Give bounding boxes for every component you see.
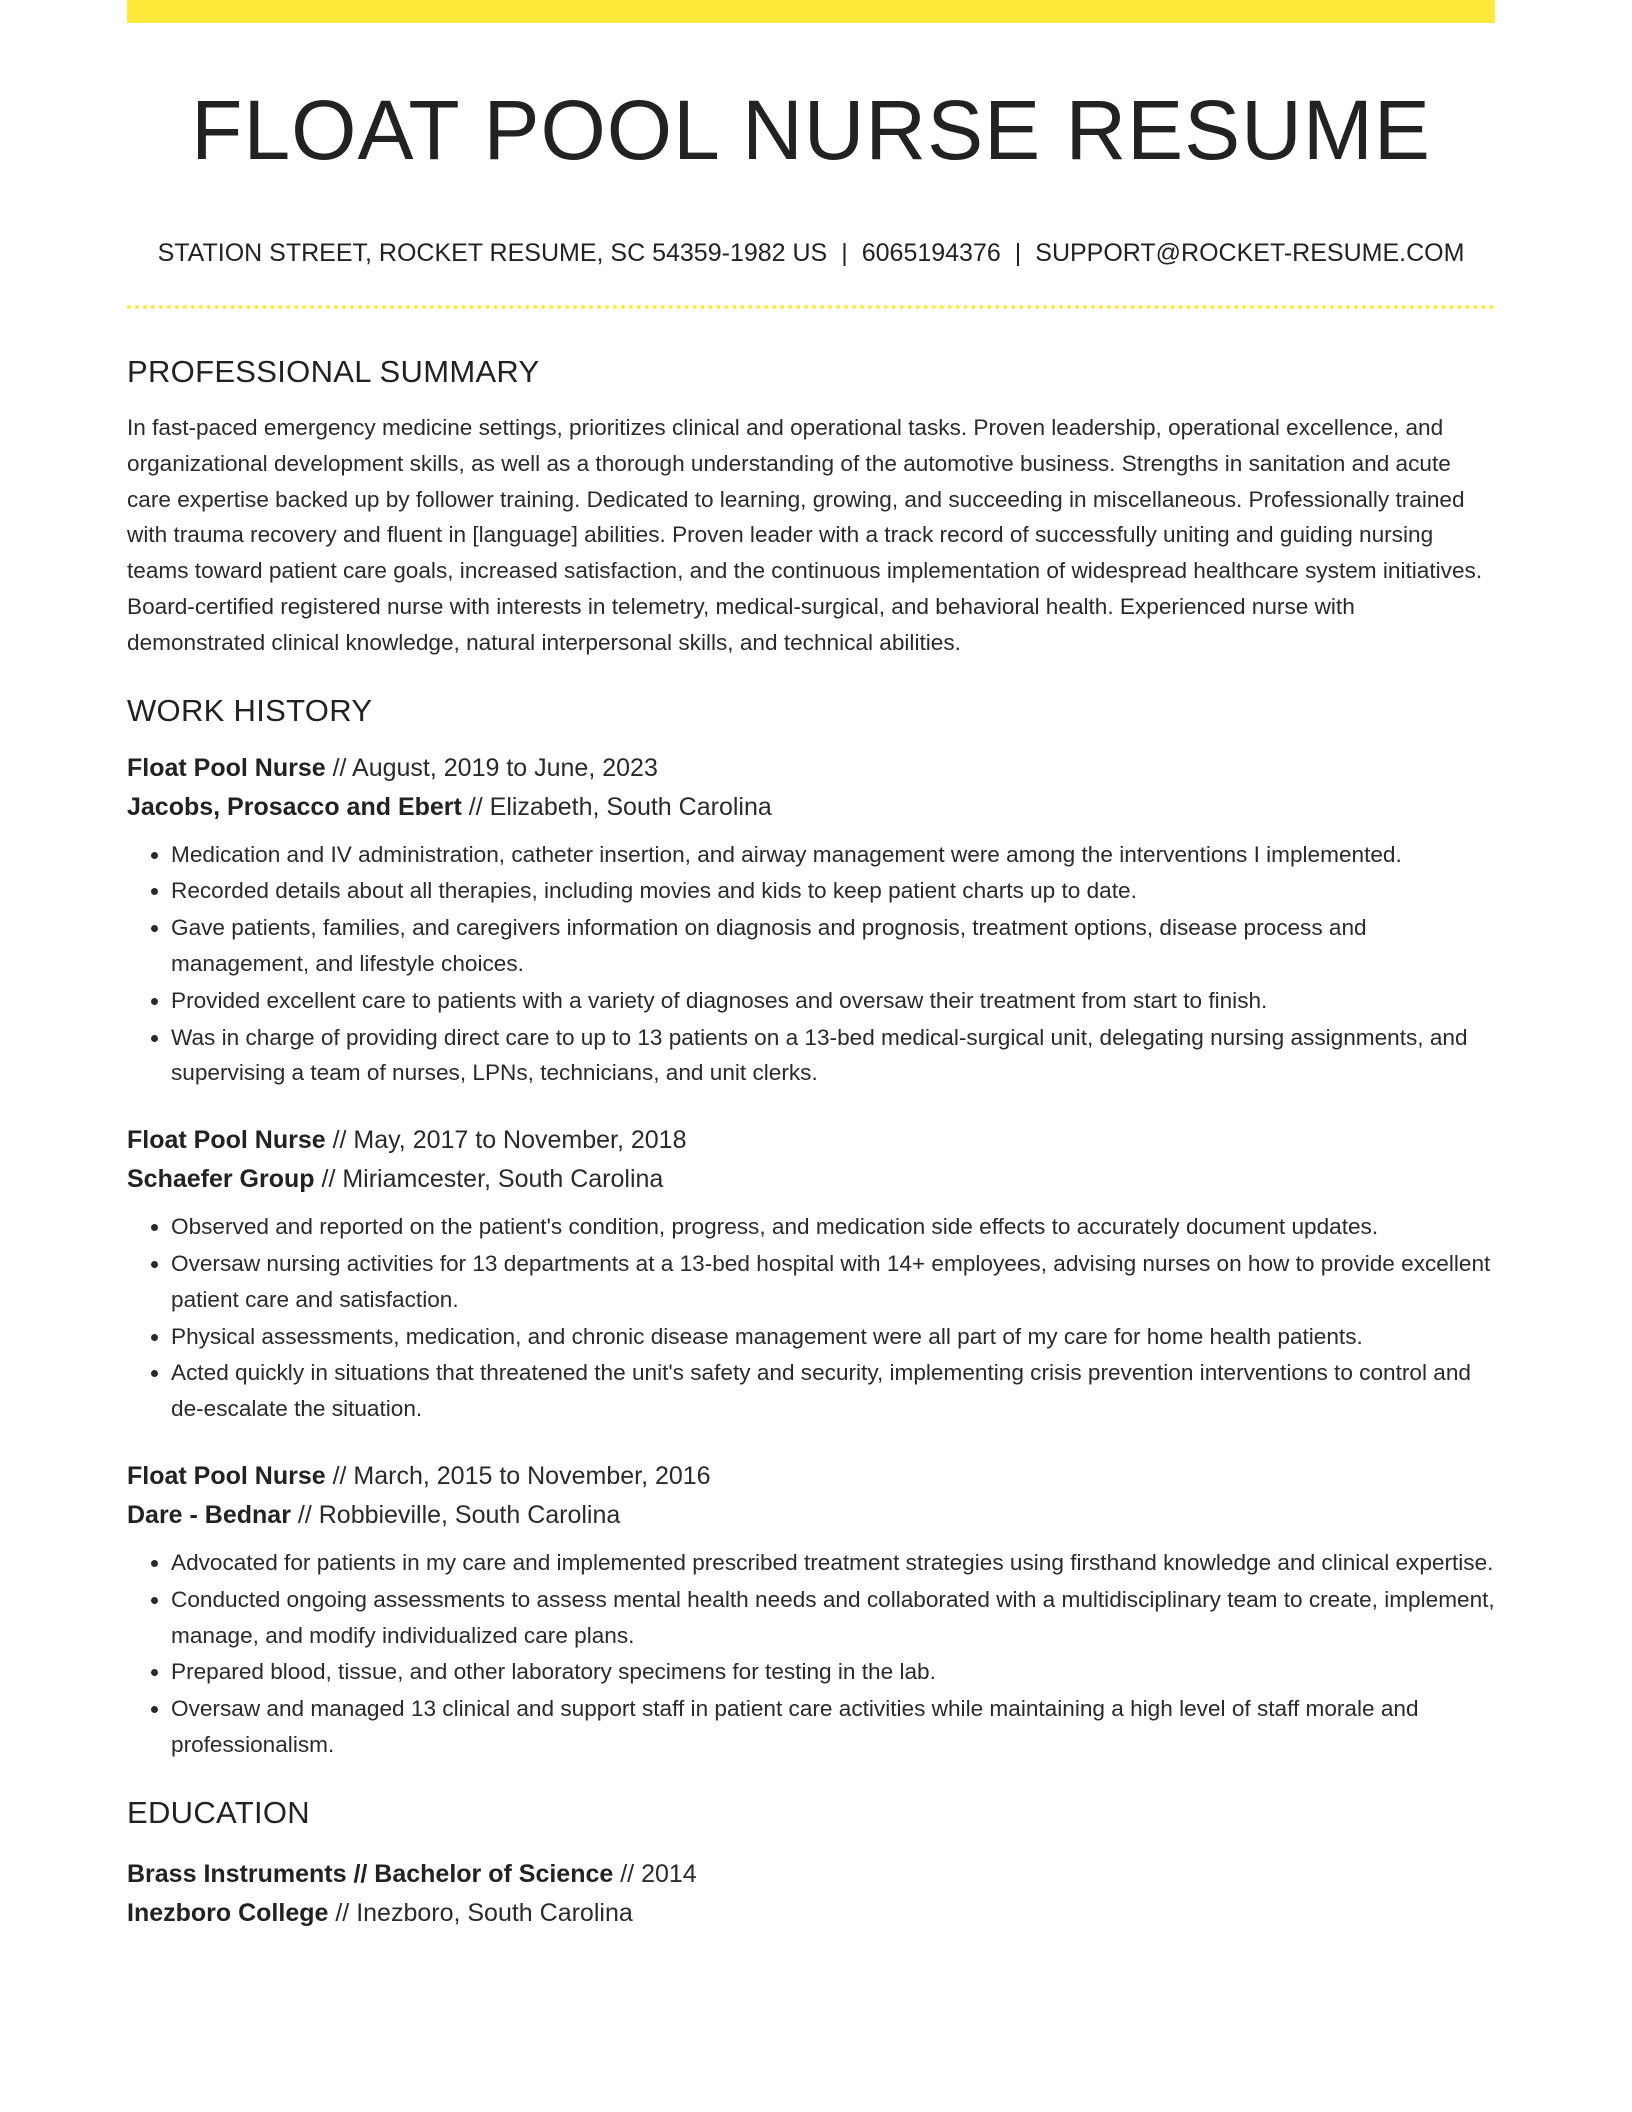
summary-heading: PROFESSIONAL SUMMARY	[127, 354, 540, 389]
summary-text: In fast-paced emergency medicine settings, prioritizes clinical and operational tasks. Proven leadership, operational excellence, and organizational development skills, as well as a thorough understanding of the automotive business. Strengths in sanitation and acute care expertise backed up by follower training. Dedicated to learning, growing, and succeeding in miscellaneous. Professionally trained with trauma recovery and fluent in [language] abilities. Proven leader with a track record of successfully uniting and guiding nursing teams toward patient care goals, increased satisfaction, and the continuous implementation of widespread healthcare system initiatives. Board-certified registered nurse with interests in telemetry, medical-surgical, and behavioral health. Experienced nurse with demonstrated clinical knowledge, natural interpersonal skills, and technical abilities.	[127, 415, 1483, 655]
list-item: • Oversaw nursing activities for 13 departments at a 13-bed hospital with 14+ employees, advising nurses on how to provide excellent patient care and satisfaction.	[171, 1246, 1495, 1318]
job-employer-line	[127, 1496, 1495, 1535]
job-title: Float Pool Nurse	[127, 753, 326, 782]
contact-separator: |	[1014, 239, 1022, 267]
list-item: • Oversaw and managed 13 clinical and support staff in patient care activities while maintaining a high level of staff morale and professionalism.	[171, 1691, 1495, 1763]
education-section	[127, 1791, 1495, 1933]
job-location: // Elizabeth, South Carolina	[461, 792, 772, 821]
degree-line	[127, 1855, 1495, 1894]
contact-line	[127, 236, 1495, 270]
education-heading: EDUCATION	[127, 1794, 310, 1830]
contact-email: SUPPORT@ROCKET-RESUME.COM	[1035, 239, 1465, 267]
job-dates: // May, 2017 to November, 2018	[325, 1126, 687, 1155]
degree-year: // 2014	[613, 1859, 697, 1888]
job-employer: Schaefer Group	[127, 1165, 315, 1194]
job-employer: Dare - Bednar	[127, 1500, 291, 1529]
job-title: Float Pool Nurse	[127, 1461, 326, 1490]
resume-content	[127, 350, 1495, 1933]
list-item: • Was in charge of providing direct care to up to 13 patients on a 13-bed medical-surgical unit, delegating nursing assignments, and supervising a team of nurses, LPNs, technicians, and unit clerks.	[171, 1020, 1495, 1092]
list-item: • Conducted ongoing assessments to assess mental health needs and collaborated with a multidisciplinary team to create, implement, manage, and modify individualized care plans.	[171, 1582, 1495, 1654]
list-item: • Provided excellent care to patients with a variety of diagnoses and oversaw their treatment from start to finish.	[171, 983, 1495, 1019]
school: Inezboro College	[127, 1898, 329, 1927]
summary-section	[127, 350, 1495, 661]
job-location: // Miriamcester, South Carolina	[314, 1165, 664, 1194]
school-location: // Inezboro, South Carolina	[328, 1898, 633, 1927]
job-bullets	[127, 1545, 1495, 1763]
job-dates: // March, 2015 to November, 2016	[325, 1461, 711, 1490]
list-item: • Prepared blood, tissue, and other laboratory specimens for testing in the lab.	[171, 1654, 1495, 1690]
contact-address: STATION STREET, ROCKET RESUME, SC 54359-1982 US	[157, 239, 828, 267]
contact-separator: |	[841, 239, 848, 267]
list-item: • Medication and IV administration, catheter insertion, and airway management were among the interventions I implemented.	[171, 837, 1495, 873]
school-line	[127, 1894, 1495, 1933]
job-entry	[127, 749, 1495, 1092]
job-title-line	[127, 1121, 1495, 1160]
degree: Brass Instruments // Bachelor of Science	[127, 1859, 614, 1888]
work-history-heading: WORK HISTORY	[127, 692, 373, 728]
job-employer-line	[127, 788, 1495, 827]
accent-bar	[127, 0, 1495, 23]
work-history-section	[127, 689, 1495, 1763]
job-title-line	[127, 1457, 1495, 1496]
list-item: • Acted quickly in situations that threatened the unit's safety and security, implementing crisis prevention interventions to control and de-escalate the situation.	[171, 1355, 1495, 1427]
job-bullets	[127, 1209, 1495, 1427]
list-item: • Gave patients, families, and caregivers information on diagnosis and prognosis, treatment options, disease process and management, and lifestyle choices.	[171, 910, 1495, 982]
job-bullets	[127, 837, 1495, 1092]
header-divider	[127, 305, 1495, 309]
job-title: Float Pool Nurse	[127, 1126, 326, 1155]
job-entry	[127, 1457, 1495, 1763]
job-location: // Robbieville, South Carolina	[290, 1500, 621, 1529]
job-entry	[127, 1121, 1495, 1427]
job-title-line	[127, 749, 1495, 788]
list-item: • Observed and reported on the patient's condition, progress, and medication side effects to accurately document updates.	[171, 1209, 1495, 1245]
resume-page	[127, 0, 1495, 2112]
job-employer-line	[127, 1160, 1495, 1199]
resume-title: FLOAT POOL NURSE RESUME	[191, 83, 1431, 177]
list-item: • Recorded details about all therapies, including movies and kids to keep patient charts up to date.	[171, 873, 1495, 909]
list-item: • Advocated for patients in my care and implemented prescribed treatment strategies using firsthand knowledge and clinical expertise.	[171, 1545, 1495, 1581]
contact-phone: 6065194376	[861, 239, 1001, 267]
job-dates: // August, 2019 to June, 2023	[325, 753, 658, 782]
job-employer: Jacobs, Prosacco and Ebert	[127, 792, 462, 821]
list-item: • Physical assessments, medication, and chronic disease management were all part of my care for home health patients.	[171, 1319, 1495, 1355]
